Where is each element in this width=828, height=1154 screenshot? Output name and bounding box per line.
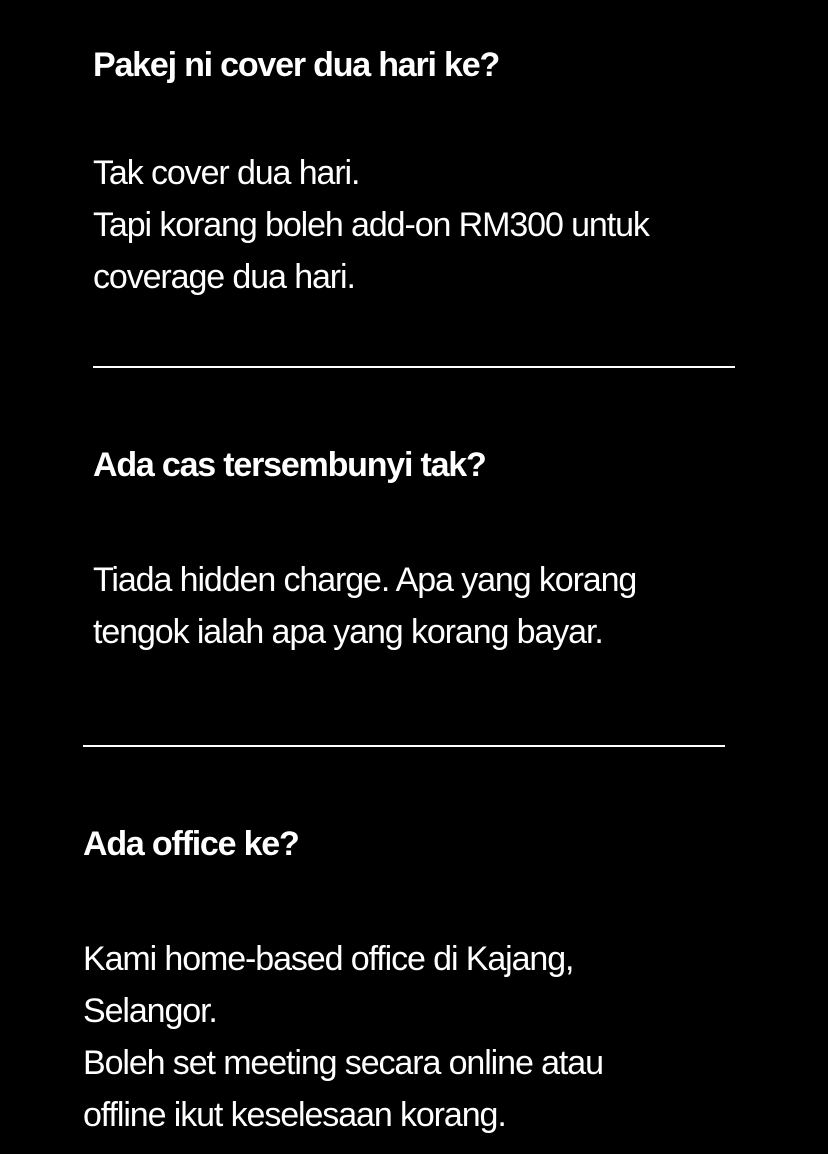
faq-answer-line: Kami home-based office di Kajang, — [83, 940, 574, 978]
faq-answer-line: Boleh set meeting secara online atau — [83, 1044, 603, 1082]
faq-answer-line: coverage dua hari. — [93, 258, 355, 296]
faq-question: Ada office ke? — [83, 825, 299, 863]
faq-answer-line: Tak cover dua hari. — [93, 154, 360, 192]
faq-answer — [83, 933, 603, 1141]
faq-answer-line: Tapi korang boleh add-on RM300 untuk — [93, 206, 649, 244]
faq-question: Pakej ni cover dua hari ke? — [93, 46, 500, 84]
section-divider — [83, 745, 725, 747]
faq-answer-line: offline ikut keselesaan korang. — [83, 1096, 506, 1134]
faq-answer-line: Selangor. — [83, 992, 217, 1030]
faq-answer-line: Tiada hidden charge. Apa yang korang — [93, 561, 637, 599]
faq-answer — [93, 147, 649, 303]
faq-item-office — [83, 824, 603, 1141]
faq-item-coverage — [93, 45, 649, 303]
section-divider — [93, 366, 735, 368]
faq-question: Ada cas tersembunyi tak? — [93, 446, 486, 484]
faq-item-hidden-charges — [93, 445, 636, 658]
faq-answer-line: tengok ialah apa yang korang bayar. — [93, 613, 603, 651]
faq-answer — [93, 554, 636, 658]
